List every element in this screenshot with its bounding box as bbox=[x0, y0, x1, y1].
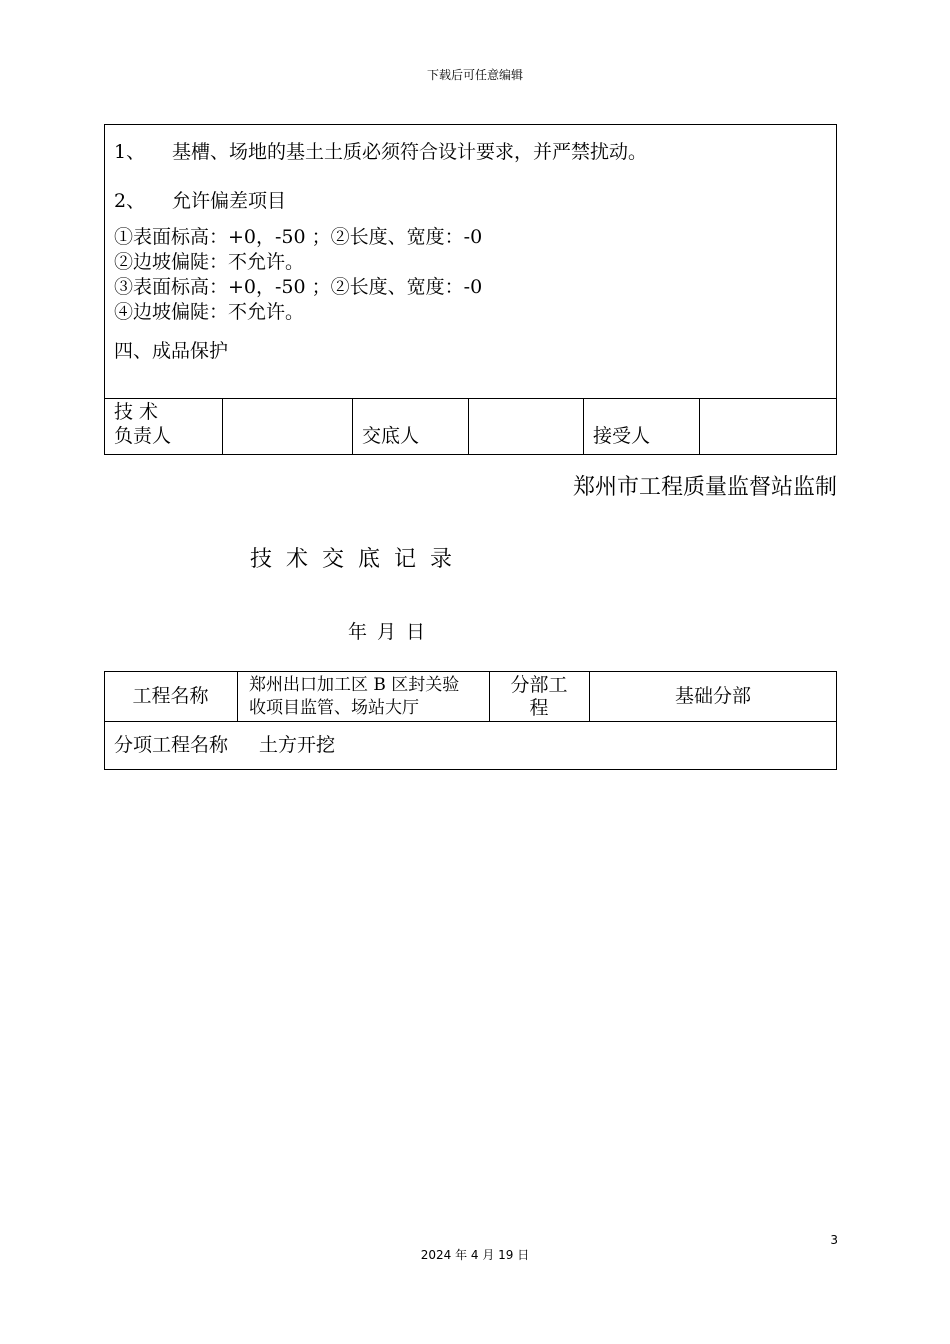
signature-col-divider bbox=[583, 398, 584, 455]
tech-lead-label-line1: 技 术 bbox=[114, 401, 159, 423]
signature-col-divider bbox=[352, 398, 353, 455]
division-value: 基础分部 bbox=[674, 685, 751, 707]
signature-col-divider bbox=[699, 398, 700, 455]
tolerance-line-2: ②边坡偏陡：不允许。 bbox=[114, 251, 305, 273]
signature-col-divider bbox=[468, 398, 469, 455]
supervisor-note: 郑州市工程质量监督站监制 bbox=[572, 475, 837, 500]
project-name-value-line2: 收项目监管、场站大厅 bbox=[249, 698, 419, 718]
receiver-label: 接受人 bbox=[593, 425, 651, 447]
page-number: 3 bbox=[830, 1233, 838, 1247]
record-date: 年月日 bbox=[348, 621, 436, 643]
project-row-divider bbox=[104, 721, 837, 722]
item-2-number: 2、 bbox=[114, 190, 146, 212]
project-col-divider bbox=[237, 671, 238, 721]
item-2-text: 允许偏差项目 bbox=[172, 190, 287, 212]
item-1-number: 1、 bbox=[114, 141, 146, 163]
signature-row-divider bbox=[104, 398, 837, 399]
subitem-value: 土方开挖 bbox=[259, 734, 336, 756]
division-label-line1: 分部工 bbox=[510, 674, 568, 696]
record-title: 技术交底记录 bbox=[250, 547, 467, 572]
subitem-label: 分项工程名称 bbox=[114, 734, 229, 756]
tolerance-line-1: ①表面标高：+0，-50 ；②长度、宽度：-0 bbox=[114, 226, 483, 248]
tolerance-line-3: ③表面标高：+0，-50 ；②长度、宽度：-0 bbox=[114, 276, 483, 298]
section-heading-4: 四、成品保护 bbox=[114, 340, 229, 362]
signature-col-divider bbox=[222, 398, 223, 455]
tolerance-line-4: ④边坡偏陡：不允许。 bbox=[114, 301, 305, 323]
project-name-label: 工程名称 bbox=[132, 685, 209, 707]
division-label-line2: 程 bbox=[529, 697, 549, 719]
footer-date: 2024 年 4 月 19 日 bbox=[420, 1248, 530, 1262]
discloser-label: 交底人 bbox=[362, 425, 420, 447]
project-name-value-line1: 郑州出口加工区 B 区封关验 bbox=[249, 675, 460, 695]
header-note: 下载后可任意编辑 bbox=[426, 68, 523, 82]
item-1-text: 基槽、场地的基土土质必须符合设计要求，并严禁扰动。 bbox=[172, 141, 648, 163]
tech-lead-label-line2: 负责人 bbox=[114, 425, 172, 447]
